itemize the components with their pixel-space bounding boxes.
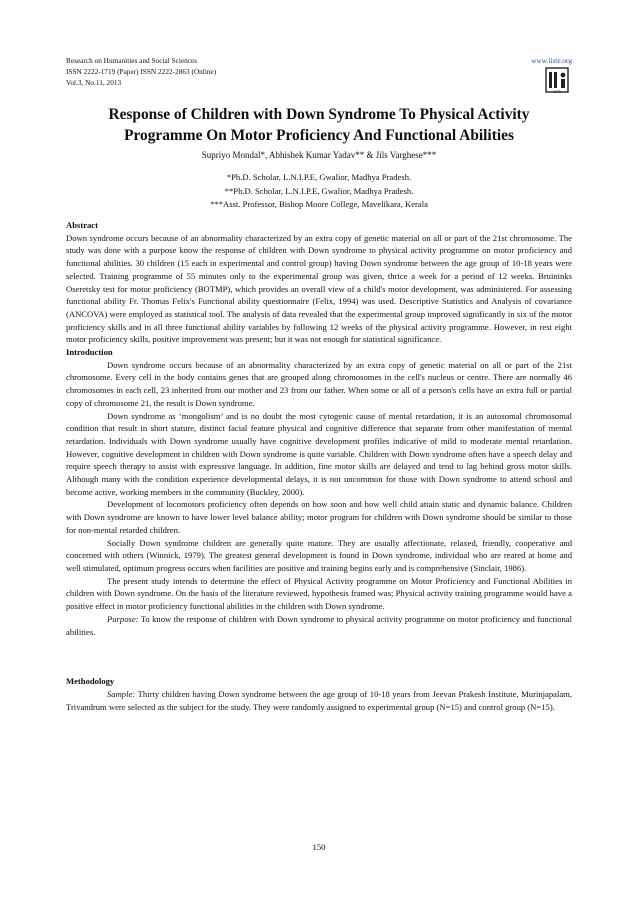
sample-text: Thirty children having Down syndrome between the age group of 10-18 years from Jeevan Prakesh Institute, Murinjapalam, Trivandrum were selected as the subject for the study. They were randomly assigned to experimental group (N=15) and control group (N=15).	[66, 688, 572, 712]
intro-paragraph: Development of locomotors proficiency often depends on how soon and how well child attain static and dynamic balance. Children with Down syndrome are known to have lower level balance ability; motor program for children with Down syndrome should be similar to those for non-mental retarded children.	[66, 499, 572, 535]
affiliation: *Ph.D. Scholar, L.N.I.P.E, Gwalior, Madhya Pradesh.	[226, 172, 412, 182]
logo-text: IISTE	[553, 90, 561, 94]
paper-title	[66, 104, 572, 146]
journal-issn: ISSN 2222-1719 (Paper) ISSN 2222-2863 (Online)	[66, 67, 217, 76]
intro-paragraph: The present study intends to determine the effect of Physical Activity programme on Motor Proficiency and Functional Abilities in children with Down syndrome. On the basis of the literature reviewed, hypothesis framed was; Physical activity training programme would have a positive effect in motor proficiency functional abilities in the children with Down syndrome.	[66, 575, 572, 612]
intro-paragraph: Socially Down syndrome children are generally quite mature. They are usually affectionate, relaxed, friendly, cooperative and concerned with others (Winnick, 1979). The greatest general development is found in Down syndrome, individual who are reared at home and well stimulated, optimum progress occurs when facilities are positive and training begins early and is comprehensive (Sinclair, 1986).	[66, 537, 572, 573]
intro-paragraph: Down syndrome occurs because of an abnormality characterized by an extra copy of genetic material on all or part of the 21st chromosome. Every cell in the body contains genes that are grouped along chromosomes in the cell's nucleus or centre. There are normally 46 chromosomes in each cell, 23 inherited from our mother and 23 from our father. When some or all of a person's cells have an extra full or partial copy of chromosome 21, the result is Down syndrome.	[66, 359, 572, 408]
author-list: Supriyo Mondal*, Abhishek Kumar Yadav** & Jils Varghese***	[201, 150, 437, 160]
methodology-heading: Methodology	[66, 676, 115, 687]
intro-paragraph: Down syndrome as ‘mongolism’ and is no doubt the most cytogenic cause of mental retardation, it is an autosomal chromosomal condition that result in short stature, distinct facial feature physical and cognitive difference that separate from other manifestation of mental retardation. Individuals with Down syndrome usually have cognitive development profiles indicative of mild to moderate mental retardation. However, cognitive development in children with Down syndrome is quite variable. Children with Down syndrome often have a speech delay and require speech therapy to assist with expressive language. In addition, fine motor skills are delayed and tend to lag behind gross motor skills. Although many with the condition experience developmental delays, it is not uncommon for those with Down syndrome to attend school and become active, working members in the community (Buckley, 2000).	[66, 410, 572, 497]
iiste-logo	[544, 66, 570, 94]
title-line-1: Response of Children with Down Syndrome To Physical Activity	[108, 106, 530, 123]
title-line-2: Programme On Motor Proficiency And Functional Abilities	[124, 127, 514, 144]
introduction-heading: Introduction	[66, 347, 113, 358]
page-number: 150	[312, 842, 326, 852]
journal-volume: Vol.3, No.11, 2013	[66, 78, 122, 87]
affiliations	[66, 171, 572, 212]
journal-header	[66, 55, 572, 88]
purpose-paragraph	[66, 613, 572, 638]
affiliation: **Ph.D. Scholar, L.N.I.P.E, Gwalior, Madhya Pradesh.	[224, 185, 414, 196]
sample-paragraph	[66, 688, 572, 713]
purpose-label: Purpose:	[107, 613, 139, 624]
abstract-heading: Abstract	[66, 220, 98, 230]
purpose-text: To know the response of children with Down syndrome to physical activity programme on motor proficiency and functional abilities.	[66, 613, 572, 637]
journal-name: Research on Humanities and Social Sciences	[66, 56, 198, 65]
paper-body	[66, 219, 572, 713]
affiliation: ***Asst. Professor, Bishop Moore College, Mavelikara, Kerala	[210, 199, 428, 209]
abstract-text: Down syndrome occurs because of an abnormality characterized by an extra copy of genetic material on all or part of the 21st chromosome. The study was done with a purpose know the response of children with Down syndrome to physical activity programme on motor proficiency and functional abilities. 30 children (15 each in experimental and control group) having Down syndrome between the age group of 10-18 years were selected. Training programme of 55 minutes only to the experimental group was given, thrice a week for a period of 12 weeks. Bruininks Oseretsky test for motor proficiency (BOTMP), which provides an overall view of a child's motor development, was administered. For assessing functional ability Fr. Thomas Felix's Functional ability questionnaire (Felix, 1994) was used. Descriptive Statistics and Analysis of covariance (ANCOVA) were employed as statistical tool. The analysis of data revealed that the experimental group improved significantly in six of the motor proficiency skills and in all three functional ability variables by following 12 weeks of the physical activity programme. However, in rest eight motor proficiency skills, positive improvement was present; but it was not enough for statistical significance.	[66, 232, 572, 345]
sample-label: Sample:	[107, 688, 136, 699]
website-link[interactable]: www.iiste.org	[531, 56, 572, 65]
